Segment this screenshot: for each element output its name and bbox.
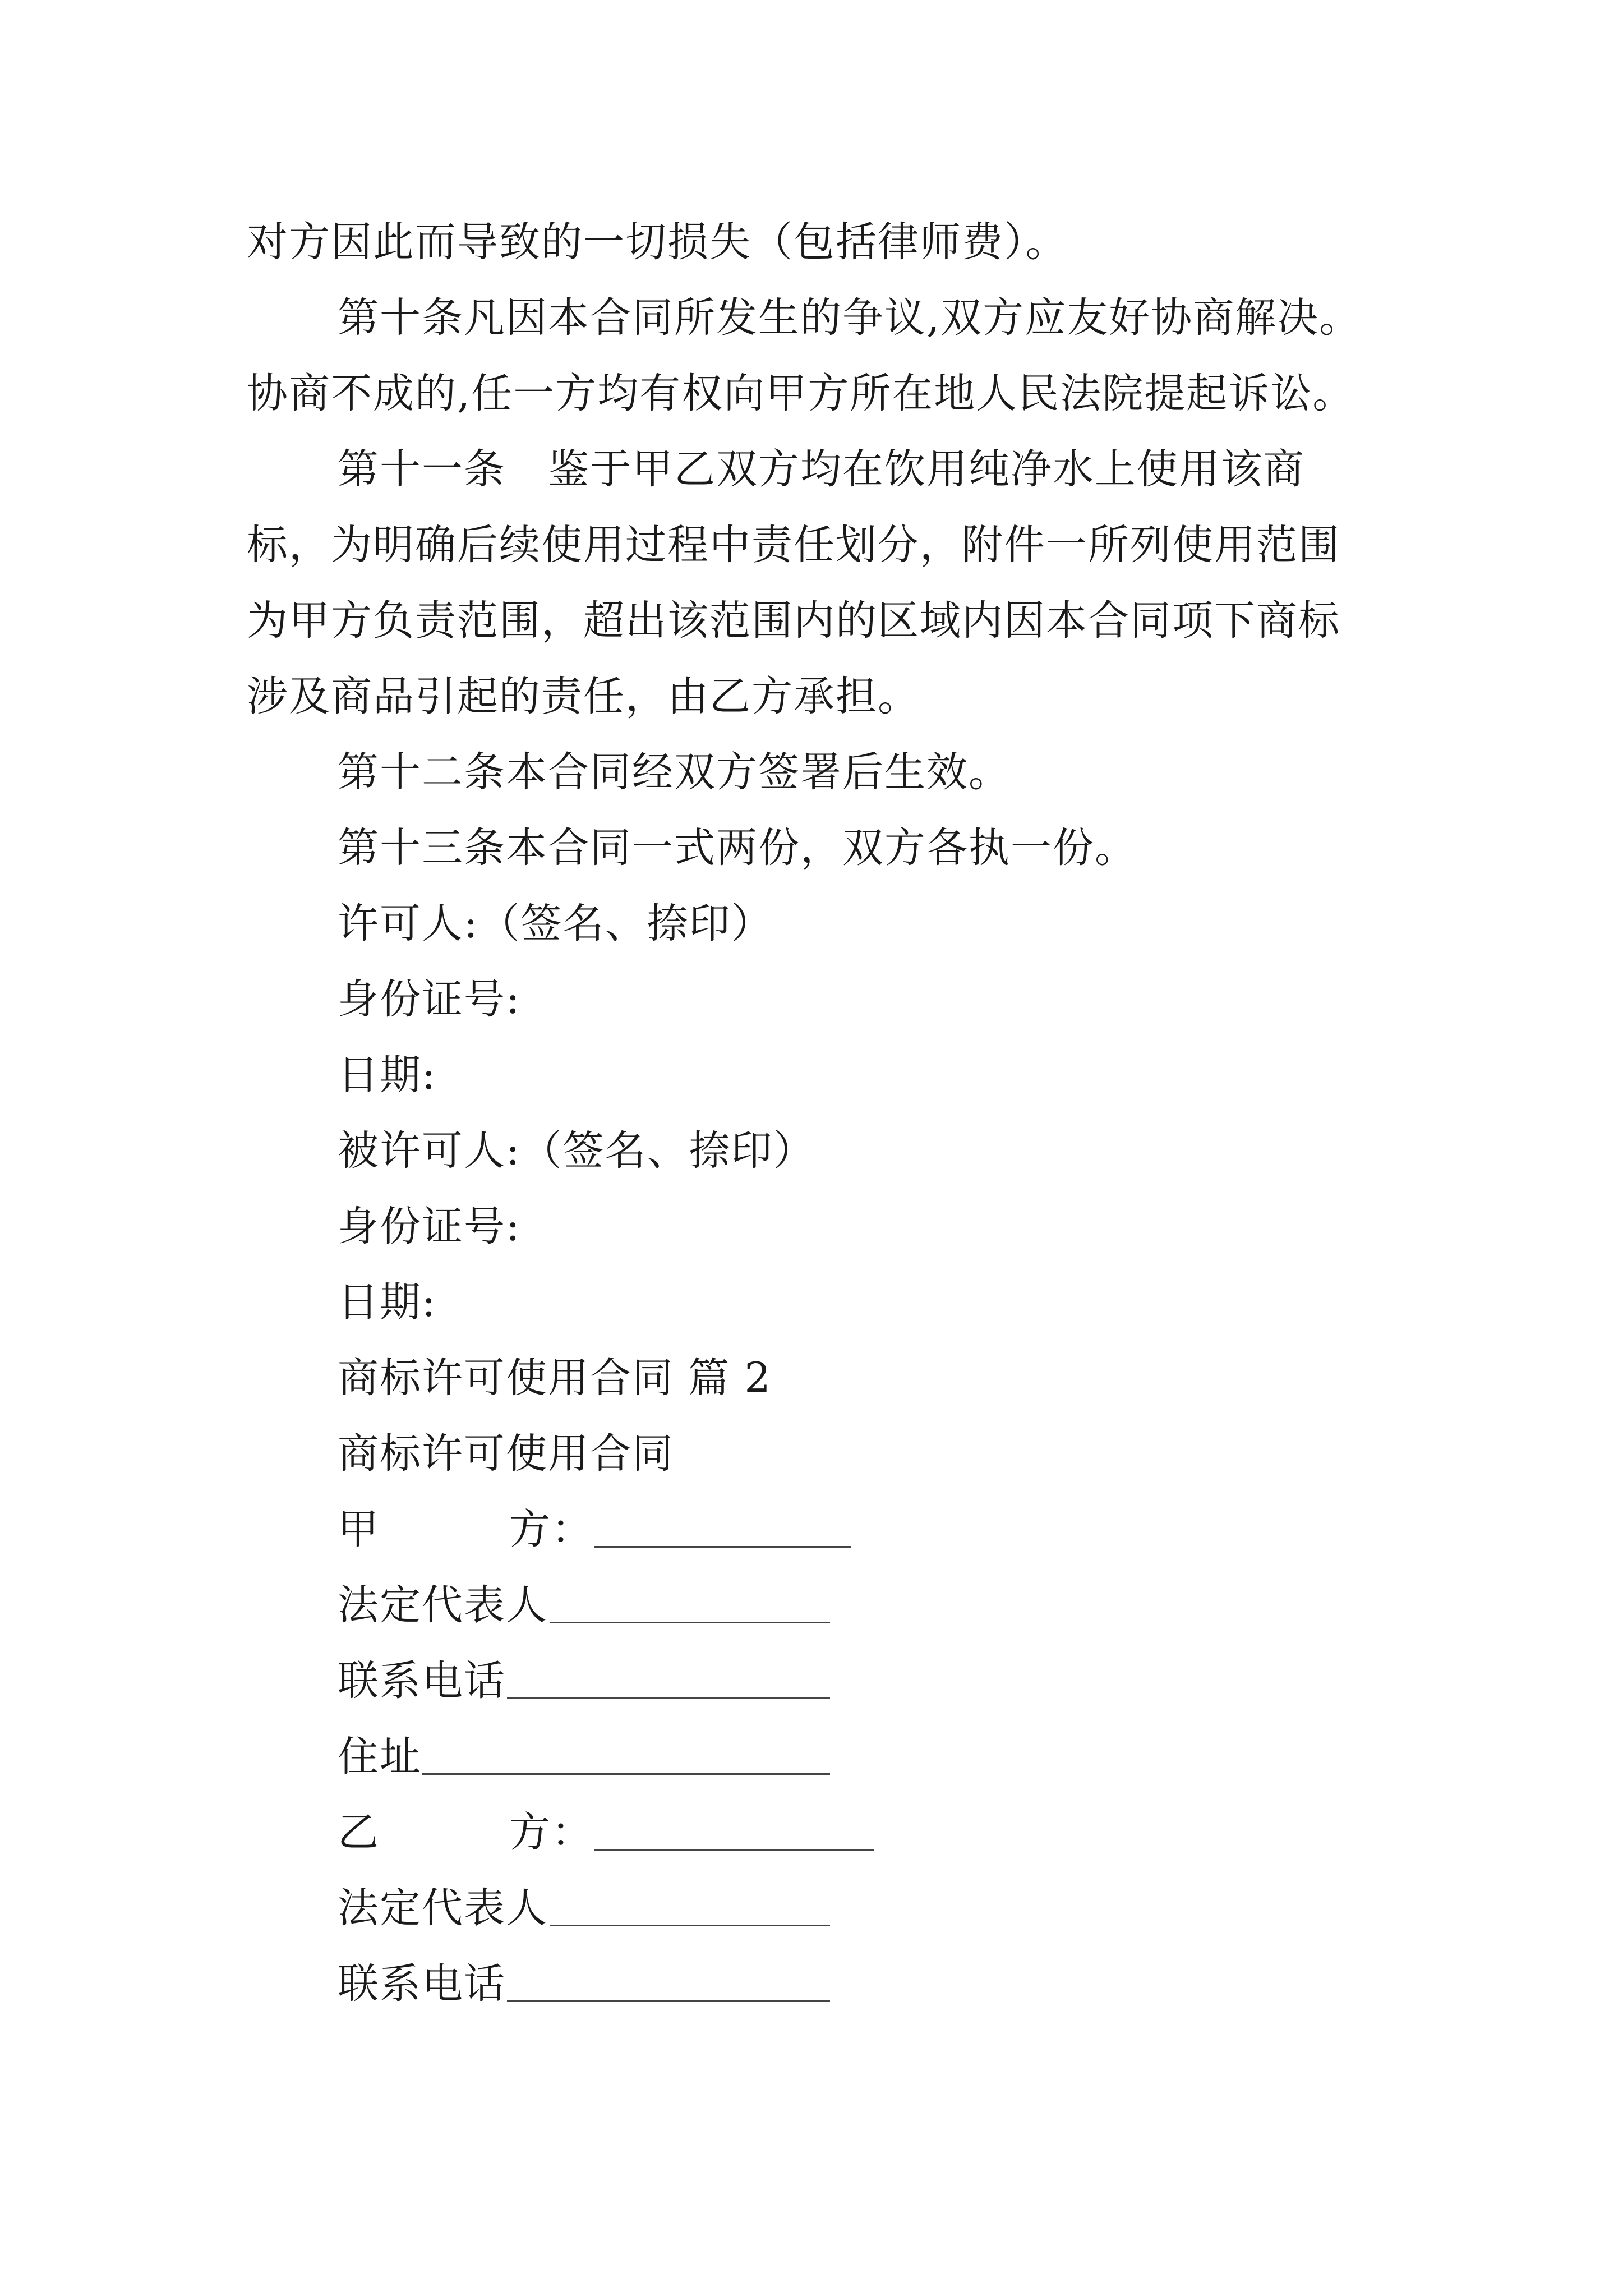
clause-12: 第十二条本合同经双方签署后生效。 [338, 748, 1011, 796]
party-b-label: 乙 [338, 1809, 380, 1856]
party-b-blank[interactable] [594, 1849, 874, 1851]
licensor-id-label: 身份证号: [338, 976, 521, 1023]
text-line: 标，为明确后续使用过程中责任划分，附件一所列使用范围 [247, 521, 1340, 569]
party-a-address-blank[interactable] [422, 1773, 830, 1775]
party-a-representative-blank[interactable] [550, 1622, 830, 1623]
clause-11: 第十一条 鉴于甲乙双方均在饮用纯净水上使用该商 [338, 445, 1305, 493]
licensor-signature-label: 许可人:（签名、捺印） [338, 900, 773, 947]
party-b-representative-label: 法定代表人 [338, 1884, 548, 1932]
party-b-suffix: 方： [509, 1809, 593, 1856]
party-a-suffix: 方： [509, 1506, 593, 1553]
text-line: 协商不成的,任一方均有权向甲方所在地人民法院提起诉讼。 [247, 370, 1355, 417]
party-a-phone-blank[interactable] [507, 1697, 830, 1699]
licensee-date-label: 日期: [338, 1278, 437, 1326]
text-line: 为甲方负责范围，超出该范围内的区域内因本合同项下商标 [247, 597, 1340, 645]
party-a-blank[interactable] [594, 1546, 851, 1548]
text-line: 涉及商品引起的责任，由乙方承担。 [247, 673, 920, 720]
party-b-phone-blank[interactable] [507, 2000, 830, 2002]
licensor-date-label: 日期: [338, 1051, 437, 1099]
text-line: 对方因此而导致的一切损失（包括律师费）。 [247, 218, 1068, 266]
clause-13: 第十三条本合同一式两份，双方各执一份。 [338, 824, 1137, 872]
party-a-label: 甲 [338, 1506, 380, 1553]
contract-title: 商标许可使用合同 [338, 1430, 674, 1478]
party-a-representative-label: 法定代表人 [338, 1581, 548, 1629]
party-b-phone-label: 联系电话 [338, 1960, 506, 2008]
party-b-representative-blank[interactable] [550, 1925, 830, 1926]
licensee-signature-label: 被许可人:（签名、捺印） [338, 1127, 815, 1175]
party-a-address-label: 住址 [338, 1733, 422, 1780]
licensee-id-label: 身份证号: [338, 1203, 521, 1250]
party-a-phone-label: 联系电话 [338, 1657, 506, 1705]
clause-10: 第十条凡因本合同所发生的争议,双方应友好协商解决。 [338, 294, 1362, 342]
section-heading: 商标许可使用合同 篇 2 [338, 1354, 772, 1402]
